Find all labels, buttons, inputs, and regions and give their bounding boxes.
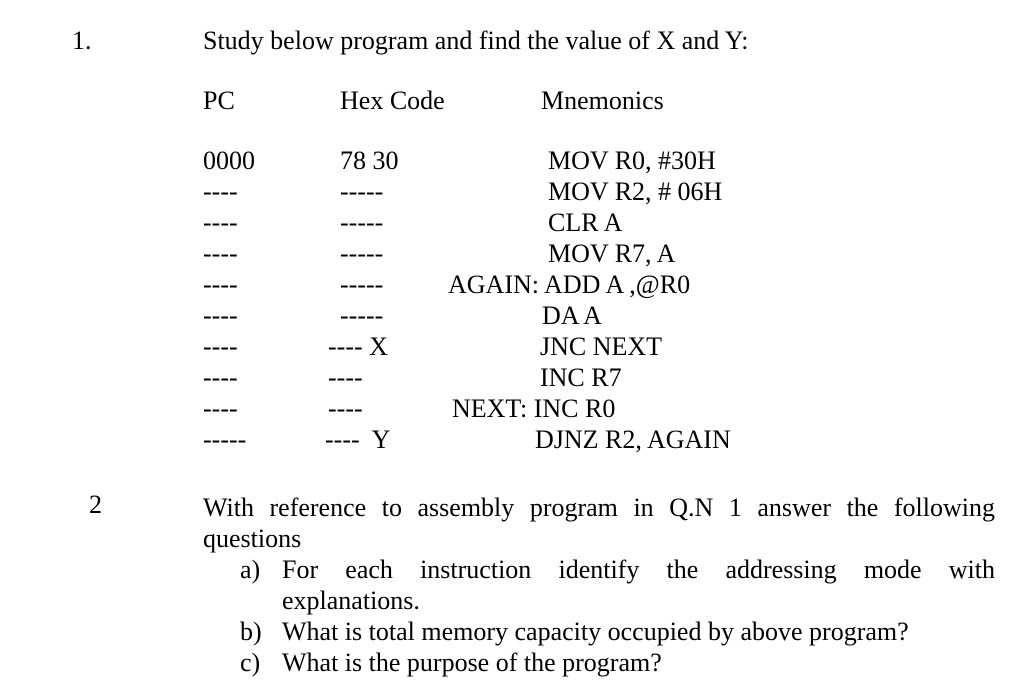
program-row — [0, 272, 1024, 302]
program-row — [0, 396, 1024, 426]
mnemonic: DA A — [542, 301, 602, 330]
question-2-intro-line2: questions — [203, 524, 302, 553]
pc-value: ---- — [203, 301, 238, 330]
mnemonic: INC R7 — [540, 363, 622, 392]
pc-value: ---- — [203, 394, 238, 423]
hex-value: 78 30 — [340, 146, 399, 175]
hex-value: ---- X — [328, 332, 388, 361]
program-row — [0, 241, 1024, 271]
pc-value: ---- — [203, 177, 238, 206]
hex-value: ---- — [328, 394, 363, 423]
hex-value: ---- Y — [325, 425, 391, 454]
question-1-number: 1. — [72, 26, 92, 55]
mnemonic: AGAIN: ADD A ,@R0 — [448, 270, 691, 299]
program-row — [0, 303, 1024, 333]
hex-value: ----- — [340, 270, 384, 299]
sub-question-label: c) — [240, 648, 261, 677]
pc-value: ---- — [203, 270, 238, 299]
mnemonic: JNC NEXT — [540, 332, 663, 361]
pc-value: 0000 — [203, 146, 255, 175]
sub-question-b — [240, 616, 995, 647]
program-row — [0, 365, 1024, 395]
question-2-intro-line1: With reference to assembly program in Q.N 1 answer the following — [203, 493, 995, 522]
question-2-intro — [203, 492, 995, 554]
question-1-prompt: Study below program and find the value of X and Y: — [203, 26, 749, 55]
column-header-hex-code: Hex Code — [340, 86, 445, 115]
column-header-mnemonics: Mnemonics — [541, 86, 664, 115]
hex-value: ----- — [340, 301, 384, 330]
sub-question-a — [240, 554, 995, 616]
pc-value: ---- — [203, 332, 238, 361]
program-row — [0, 179, 1024, 209]
program-row — [0, 427, 1024, 457]
hex-value: ---- — [328, 363, 363, 392]
question-2-number: 2 — [89, 490, 102, 519]
pc-value: ---- — [203, 239, 238, 268]
sub-question-text-cont: explanations. — [282, 586, 420, 615]
column-header-pc: PC — [203, 86, 235, 115]
hex-value: ----- — [340, 208, 384, 237]
sub-question-text: What is total memory capacity occupied by above program? — [282, 617, 909, 646]
pc-value: ----- — [203, 425, 247, 454]
hex-value: ----- — [340, 177, 384, 206]
sub-question-text: What is the purpose of the program? — [282, 648, 662, 677]
mnemonic: CLR A — [548, 208, 623, 237]
mnemonic: MOV R0, #30H — [548, 146, 716, 175]
program-row — [0, 210, 1024, 240]
mnemonic: DJNZ R2, AGAIN — [535, 425, 731, 454]
mnemonic: NEXT: INC R0 — [452, 394, 616, 423]
pc-value: ---- — [203, 363, 238, 392]
sub-question-label: b) — [240, 617, 262, 646]
mnemonic: MOV R7, A — [548, 239, 676, 268]
mnemonic: MOV R2, # 06H — [548, 177, 723, 206]
program-row — [0, 334, 1024, 364]
sub-question-c — [240, 647, 995, 678]
pc-value: ---- — [203, 208, 238, 237]
hex-value: ----- — [340, 239, 384, 268]
sub-question-label: a) — [240, 555, 261, 584]
sub-question-text: For each instruction identify the addressing mode with — [282, 555, 995, 584]
program-row — [0, 148, 1024, 178]
